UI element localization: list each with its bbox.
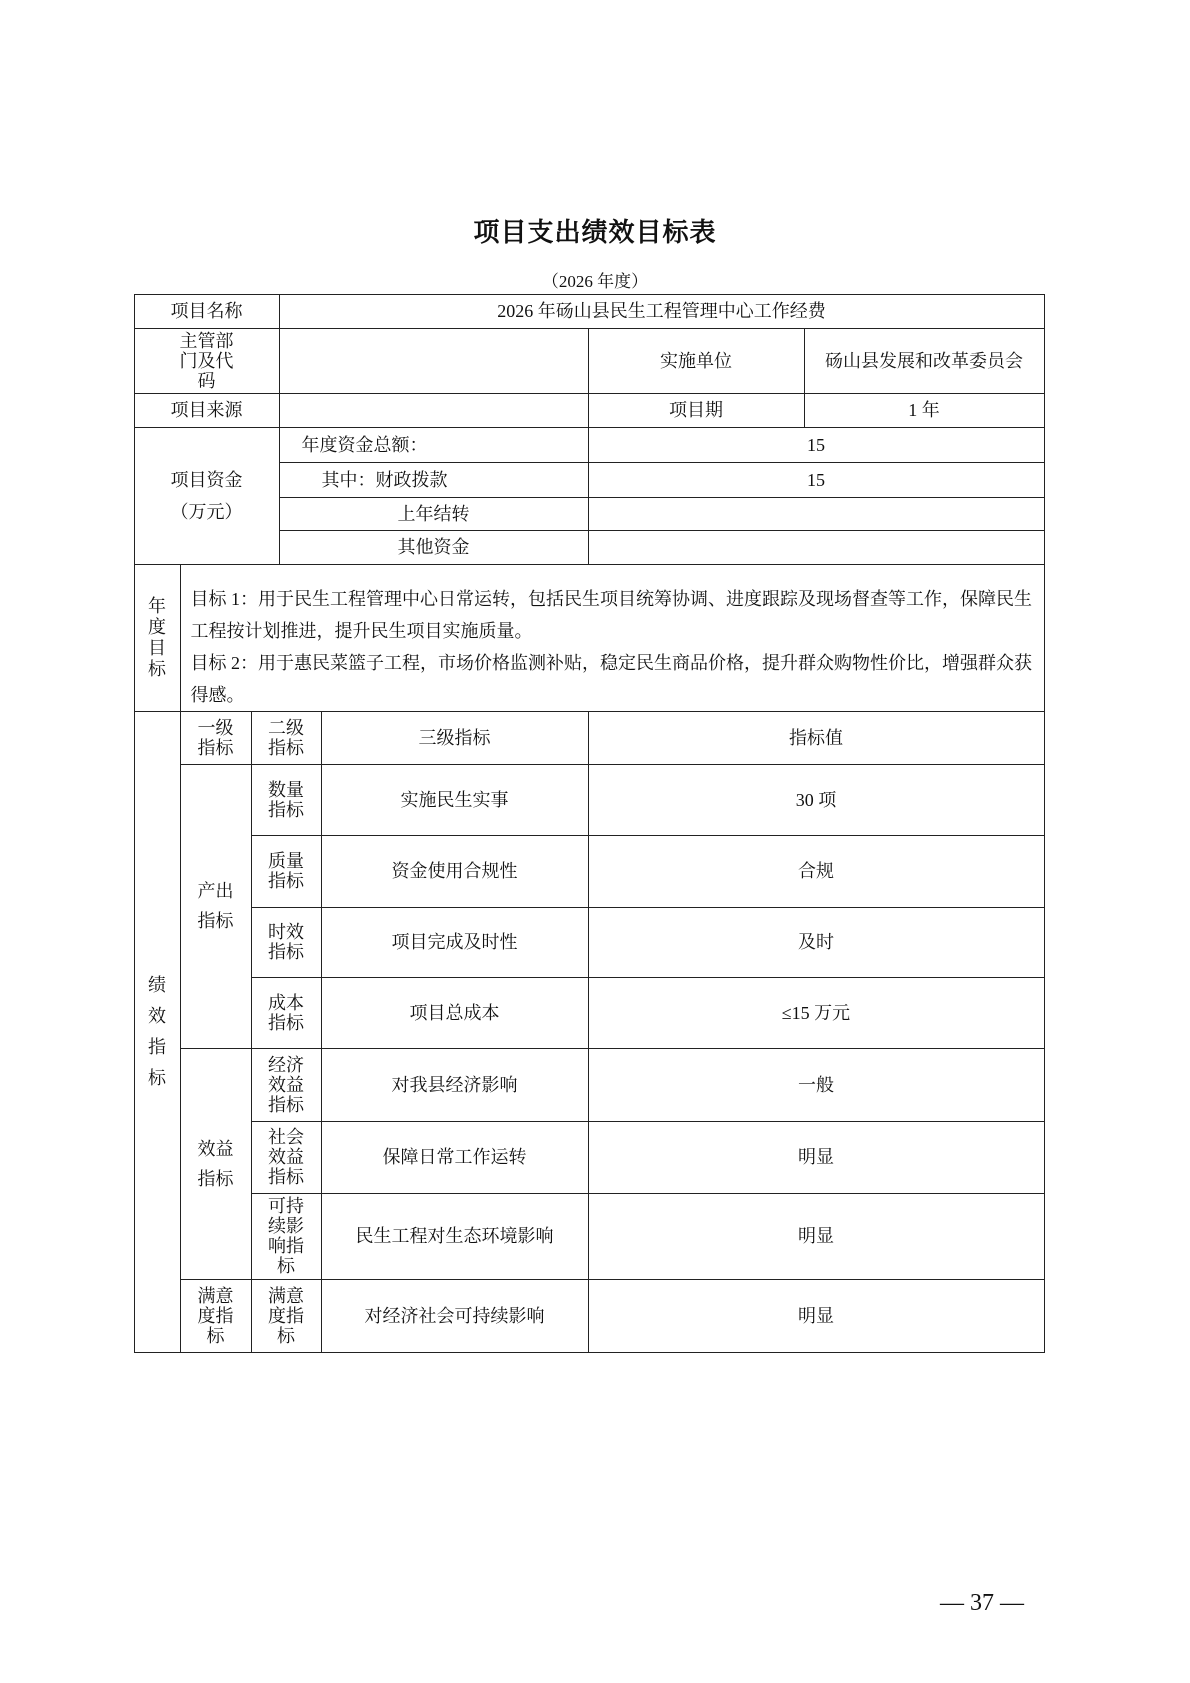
indicator-value: 明显 <box>588 1279 1045 1353</box>
level2-indicator: 时效指标 <box>251 907 322 978</box>
level2-indicator: 经济效益指标 <box>251 1048 322 1122</box>
header-value: 指标值 <box>588 711 1045 765</box>
indicator-value: 30 项 <box>588 764 1045 836</box>
level3-indicator: 保障日常工作运转 <box>321 1121 589 1194</box>
funds-other-value <box>588 530 1045 565</box>
level3-indicator: 民生工程对生态环境影响 <box>321 1193 589 1280</box>
page-title: 项目支出绩效目标表 <box>473 218 717 248</box>
indicator-value: ≤15 万元 <box>588 977 1045 1049</box>
indicator-value: 一般 <box>588 1048 1045 1122</box>
indicator-value: 合规 <box>588 835 1045 908</box>
indicator-value: 明显 <box>588 1121 1045 1194</box>
level1-benefit: 效益指标 <box>180 1048 252 1280</box>
funds-carryover-label: 上年结转 <box>279 497 589 531</box>
level2-indicator: 数量指标 <box>251 764 322 836</box>
funds-label: 项目资金（万元） <box>134 427 280 565</box>
goal-2: 目标 2：用于惠民菜篮子工程，市场价格监测补贴，稳定民生商品价格，提升群众购物性价比，增强群众获得感。 <box>190 652 1032 705</box>
source-value <box>279 393 589 428</box>
header-level1: 一级指标 <box>180 711 252 765</box>
department-value <box>279 328 589 394</box>
funds-total-value: 15 <box>588 427 1045 463</box>
level3-indicator: 实施民生实事 <box>321 764 589 836</box>
level2-indicator: 可持续影响指标 <box>251 1193 322 1280</box>
performance-label: 绩效指标 <box>134 711 181 1353</box>
indicator-value: 及时 <box>588 907 1045 978</box>
year-subtitle: （2026 年度） <box>541 272 649 291</box>
page-number: — 37 — <box>940 1590 1024 1616</box>
level2-indicator: 社会效益指标 <box>251 1121 322 1194</box>
funds-fiscal-value: 15 <box>588 462 1045 498</box>
level1-output: 产出指标 <box>180 764 252 1049</box>
project-name-label: 项目名称 <box>134 294 280 329</box>
header-level3: 三级指标 <box>321 711 589 765</box>
department-label: 主管部门及代码 <box>134 328 280 394</box>
funds-carryover-value <box>588 497 1045 531</box>
level2-indicator: 满意度指标 <box>251 1279 322 1353</box>
level3-indicator: 项目完成及时性 <box>321 907 589 978</box>
level3-indicator: 资金使用合规性 <box>321 835 589 908</box>
level3-indicator: 项目总成本 <box>321 977 589 1049</box>
level2-indicator: 成本指标 <box>251 977 322 1049</box>
impl-unit-value: 砀山县发展和改革委员会 <box>804 328 1045 394</box>
goal-1: 目标 1：用于民生工程管理中心日常运转，包括民生项目统筹协调、进度跟踪及现场督查等工作，保障民生工程按计划推进，提升民生项目实施质量。 <box>190 588 1032 641</box>
indicator-value: 明显 <box>588 1193 1045 1280</box>
level3-indicator: 对我县经济影响 <box>321 1048 589 1122</box>
impl-unit-label: 实施单位 <box>588 328 805 394</box>
period-label: 项目期 <box>588 393 805 428</box>
level2-indicator: 质量指标 <box>251 835 322 908</box>
funds-total-label: 年度资金总额： <box>279 427 589 463</box>
goals-text <box>180 564 1045 712</box>
goals-label: 年度目标 <box>134 564 181 712</box>
source-label: 项目来源 <box>134 393 280 428</box>
period-value: 1 年 <box>804 393 1045 428</box>
level3-indicator: 对经济社会可持续影响 <box>321 1279 589 1353</box>
header-level2: 二级指标 <box>251 711 322 765</box>
funds-fiscal-label: 其中：财政拨款 <box>279 462 589 498</box>
funds-other-label: 其他资金 <box>279 530 589 565</box>
level1-satisfaction: 满意度指标 <box>180 1279 252 1353</box>
project-name-value: 2026 年砀山县民生工程管理中心工作经费 <box>279 294 1045 329</box>
